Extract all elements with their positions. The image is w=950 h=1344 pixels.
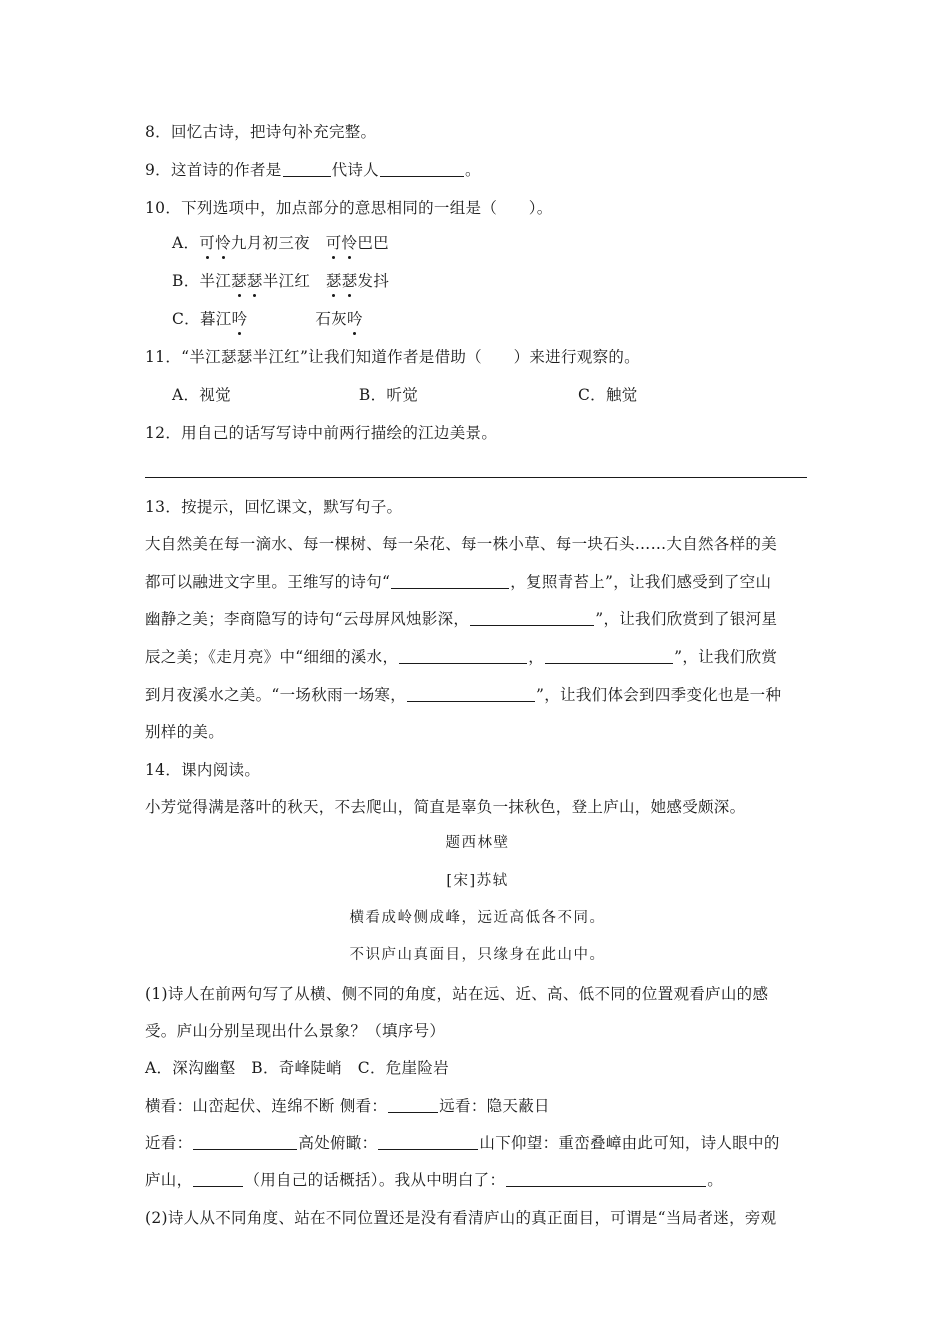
dotted-char: 瑟 bbox=[341, 272, 358, 290]
subquestion-2: (2)诗人从不同角度、站在不同位置还是没有看清庐山的真正面目，可谓是“当局者迷，旁观 bbox=[145, 1209, 777, 1227]
subquestion-1-row: 近看： 高处俯瞰： 山下仰望：重峦叠嶂由此可知，诗人眼中的 bbox=[145, 1134, 780, 1152]
question-12: 12．用自己的话写写诗中前两行描绘的江边美景。 bbox=[145, 424, 498, 442]
fill-blank[interactable] bbox=[378, 1133, 478, 1150]
fill-blank[interactable] bbox=[545, 647, 673, 664]
subquestion-1: (1)诗人在前两句写了从横、侧不同的角度，站在远、近、高、低不同的位置观看庐山的感 bbox=[145, 985, 769, 1003]
question-13-line: 幽静之美；李商隐写的诗句“云母屏风烛影深， ”，让我们欣赏到了银河星 bbox=[145, 610, 778, 628]
dotted-char: 怜 bbox=[215, 234, 231, 252]
subquestion-1-row: 庐山， （用自己的话概括）。我从中明白了： 。 bbox=[145, 1171, 724, 1189]
dotted-char: 怜 bbox=[341, 234, 358, 252]
question-13-line: 都可以融进文字里。王维写的诗句“ ，复照青苔上”，让我们感受到了空山 bbox=[145, 573, 772, 591]
fill-blank[interactable] bbox=[388, 1096, 438, 1113]
dotted-char: 吟 bbox=[346, 310, 363, 328]
question-13-line: 别样的美。 bbox=[145, 723, 225, 741]
question-10-stem: 10．下列选项中，加点部分的意思相同的一组是（ ）。 bbox=[145, 199, 553, 217]
option-11b[interactable]: B．听觉 bbox=[358, 386, 418, 404]
poem-line: 不识庐山真面目，只缘身在此山中。 bbox=[349, 947, 606, 963]
answer-line[interactable] bbox=[145, 477, 807, 478]
poem-line: 横看成岭侧成峰，远近高低各不同。 bbox=[349, 910, 606, 926]
dotted-char: 可 bbox=[325, 234, 342, 252]
dotted-char: 瑟 bbox=[246, 272, 263, 290]
subquestion-1-options: A．深沟幽壑 B．奇峰陡峭 C．危崖险岩 bbox=[145, 1059, 449, 1077]
question-13-line: 到月夜溪水之美。“一场秋雨一场寒， ”，让我们体会到四季变化也是一种 bbox=[145, 686, 782, 704]
subquestion-1: 受。庐山分别呈现出什么景象？（填序号） bbox=[145, 1022, 446, 1040]
fill-blank[interactable] bbox=[399, 647, 527, 664]
question-9: 9．这首诗的作者是 代诗人 。 bbox=[145, 161, 481, 179]
question-11-stem: 11．“半江瑟瑟半江红”让我们知道作者是借助（ ）来进行观察的。 bbox=[145, 348, 640, 366]
fill-blank[interactable] bbox=[193, 1170, 243, 1187]
option-10a: A．可怜九月初三夜 可怜巴巴 bbox=[172, 234, 389, 252]
question-13-stem: 13．按提示，回忆课文，默写句子。 bbox=[145, 498, 403, 516]
option-11c[interactable]: C．触觉 bbox=[578, 386, 638, 404]
dotted-char: 瑟 bbox=[325, 272, 342, 290]
question-11-options bbox=[172, 384, 837, 406]
dotted-char: 吟 bbox=[231, 310, 248, 328]
dotted-char: 可 bbox=[199, 234, 216, 252]
poet-blank[interactable] bbox=[380, 160, 464, 177]
question-13-line: 大自然美在每一滴水、每一棵树、每一朵花、每一株小草、每一块石头……大自然各样的美 bbox=[145, 535, 778, 553]
question-13-line: 辰之美；《走月亮》中“细细的溪水， ， ”，让我们欣赏 bbox=[145, 648, 778, 666]
option-10c: C．暮江吟 石灰吟 bbox=[172, 310, 363, 328]
question-14-stem: 14．课内阅读。 bbox=[145, 761, 261, 779]
dynasty-blank[interactable] bbox=[283, 160, 331, 177]
poem-author: [宋]苏轼 bbox=[446, 873, 509, 889]
fill-blank[interactable] bbox=[391, 572, 509, 589]
fill-blank[interactable] bbox=[506, 1170, 706, 1187]
fill-blank[interactable] bbox=[470, 609, 594, 626]
question-8: 8．回忆古诗，把诗句补充完整。 bbox=[145, 123, 377, 141]
dotted-char: 瑟 bbox=[231, 272, 247, 290]
option-11a[interactable]: A．视觉 bbox=[172, 386, 231, 404]
option-10b: B．半江瑟瑟半江红 瑟瑟发抖 bbox=[172, 272, 390, 290]
question-14-intro: 小芳觉得满是落叶的秋天，不去爬山，简直是辜负一抹秋色，登上庐山，她感受颇深。 bbox=[145, 798, 746, 816]
fill-blank[interactable] bbox=[193, 1133, 297, 1150]
poem-title: 题西林壁 bbox=[445, 835, 510, 851]
fill-blank[interactable] bbox=[407, 685, 535, 702]
subquestion-1-row: 横看：山峦起伏、连绵不断 侧看： 远看：隐天蔽日 bbox=[145, 1097, 550, 1115]
